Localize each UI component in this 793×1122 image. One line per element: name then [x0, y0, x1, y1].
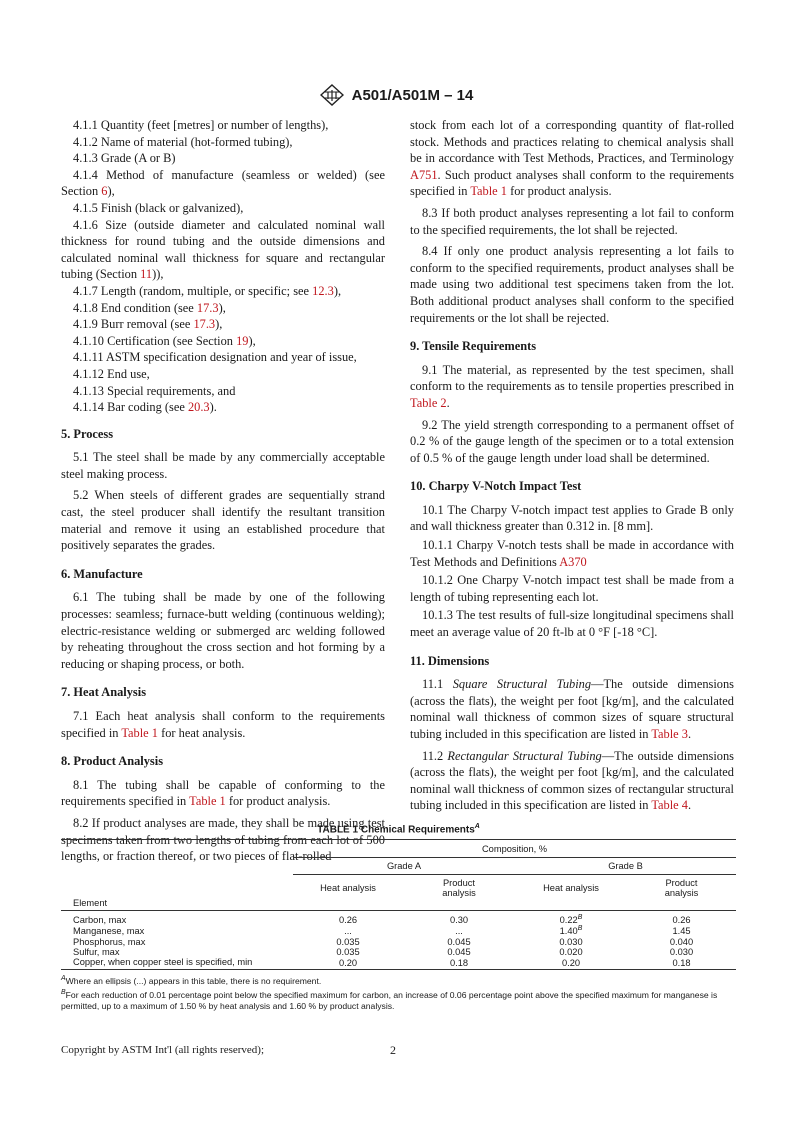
- clause-4-1-13: 4.1.13 Special requirements, and: [73, 383, 236, 398]
- clause-8-2-continued: stock from each lot of a corresponding quantity of flat-rolled stock. Methods and practices relating to chemical analysis shall be in accordance with Test Methods, Practices, and Terminology A751. Such product analyses shall conform to the requirements specified in Table 1 for product analysis.: [410, 118, 734, 199]
- grade-a-header: Grade A: [293, 858, 515, 875]
- table-row: Phosphorus, max 0.035 0.045 0.030 0.040: [73, 936, 694, 947]
- footnote-b: $^B$For each reduction of 0.01 percentage point below the specified maximum for carbon, an increase of 0.06 percentage point above the specified maximum for manganese is permitted, up to a maximum of 1.50 % by heat analysis and 1.60 % by product analysis.: [61, 988, 718, 1012]
- clause-10-1-3: 10.1.3 The test results of full-size longitudinal specimens shall meet an average value of 20 ft-lb at 0 °F [-18 °C].: [410, 608, 734, 640]
- astm-logo-icon: [320, 84, 344, 106]
- table-row: Manganese, max ... ... $1.40^B$ 1.45: [73, 925, 691, 937]
- section-10-heading: 10. Charpy V-Notch Impact Test: [410, 479, 582, 494]
- clause-5-2: 5.2 When steels of different grades are sequentially strand cast, the steel producer shall identify the resultant transition material and remove it using an established procedure that positively separates the grades.: [61, 488, 385, 553]
- clause-10-1-1: 10.1.1 Charpy V-notch tests shall be made in accordance with Test Methods and Definitions A370: [410, 538, 734, 569]
- clause-4-1-11: 4.1.11 ASTM specification designation and year of issue,: [73, 350, 357, 365]
- section-8-heading: 8. Product Analysis: [61, 754, 164, 769]
- copyright-notice: Copyright by ASTM Int'l (all rights reserved);: [61, 1044, 265, 1056]
- section-5-heading: 5. Process: [61, 426, 114, 441]
- section-7-heading: 7. Heat Analysis: [61, 685, 147, 700]
- element-header: Element: [73, 898, 108, 909]
- section-11-link[interactable]: 11: [140, 267, 153, 282]
- section-6-heading: 6. Manufacture: [61, 566, 143, 581]
- clause-4-1-3: 4.1.3 Grade (A or B): [73, 151, 176, 166]
- grade-a-product-header: Product analysis: [442, 878, 476, 899]
- clause-8-4: 8.4 If only one product analysis representing a lot fails to conform to the specified requirements, product analyses shall be made using two additional test specimens taken from the lot. Both additional product analyses shall conform to the specified requirements or the lot shall be rejected.: [410, 244, 734, 325]
- page-number: 2: [390, 1043, 396, 1057]
- section-17-3-link[interactable]: 17.3: [196, 300, 219, 315]
- clause-4-1-12: 4.1.12 End use,: [73, 366, 150, 381]
- clause-4-1-9: 4.1.9 Burr removal (see 17.3),: [73, 317, 223, 332]
- clause-8-2: 8.2 If product analyses are made, they shall be made using test specimens taken from two lengths of tubing from each lot of 500 lengths, or fraction thereof, or two pieces of flat-rolled: [61, 815, 385, 864]
- section-17-3-link-2[interactable]: 17.3: [193, 317, 216, 332]
- clause-6-1: 6.1 The tubing shall be made by one of the following processes: seamless; furnace-butt welding (continuous welding); electric-resistance welding or submerged arc welding followed by reheating throughout the cross section and hot forming by a reducing or shaping process, or both.: [61, 590, 385, 671]
- composition-header: Composition, %: [293, 844, 736, 858]
- table-row: Sulfur, max 0.035 0.045 0.020 0.030: [73, 946, 694, 957]
- grade-a-heat-header: Heat analysis: [320, 883, 376, 894]
- clause-10-1-2: 10.1.2 One Charpy V-notch impact test shall be made from a length of tubing representing each lot.: [410, 573, 734, 604]
- a751-link[interactable]: A751: [410, 167, 438, 182]
- table-4-link[interactable]: Table 4: [651, 798, 688, 813]
- clause-11-1: 11.1 Square Structural Tubing—The outside dimensions (across the flats), the weight per foot [kg/m], and the calculated nominal wall thickness of common sizes of square structural tubing included in this specification are listed in Table 3.: [410, 677, 734, 741]
- section-19-link[interactable]: 19: [236, 333, 249, 348]
- chemical-requirements-table: [61, 839, 736, 969]
- clause-4-1-2: 4.1.2 Name of material (hot-formed tubing),: [73, 134, 293, 149]
- clause-8-1: 8.1 The tubing shall be capable of conforming to the requirements specified in Table 1 for product analysis.: [61, 777, 385, 809]
- clause-4-1-7: 4.1.7 Length (random, multiple, or specific; see 12.3),: [73, 283, 342, 298]
- document-title: A501/A501M – 14: [351, 86, 474, 104]
- grade-b-heat-header: Heat analysis: [543, 883, 599, 894]
- clause-11-2: 11.2 Rectangular Structural Tubing—The outside dimensions (across the flats), the weight per foot [kg/m], and the calculated nominal wall thickness of common sizes of rectangular structural tubing included in this specification are listed in Table 4.: [410, 748, 734, 813]
- footnote-a: $^A$Where an ellipsis (...) appears in this table, there is no requirement.: [61, 974, 322, 986]
- clause-9-1: 9.1 The material, as represented by the test specimen, shall conform to the requirements as to tensile properties prescribed in Table 2.: [410, 362, 734, 410]
- clause-4-1-1: 4.1.1 Quantity (feet [metres] or number of lengths),: [73, 118, 329, 132]
- section-11-heading: 11. Dimensions: [410, 653, 490, 668]
- clause-5-1: 5.1 The steel shall be made by any commercially acceptable steel making process.: [61, 450, 385, 481]
- table-1-link-2[interactable]: Table 1: [189, 794, 226, 809]
- section-9-heading: 9. Tensile Requirements: [410, 339, 537, 354]
- page-header: [0, 84, 793, 106]
- table-2-link[interactable]: Table 2: [410, 395, 447, 410]
- clause-4-1-14: 4.1.14 Bar coding (see 20.3).: [73, 400, 217, 415]
- clause-8-3: 8.3 If both product analyses representing a lot fail to conform to the specified requirements, the lot shall be rejected.: [410, 205, 734, 237]
- a370-link[interactable]: A370: [559, 554, 587, 569]
- clause-9-2: 9.2 The yield strength corresponding to a permanent offset of 0.2 % of the gauge length of the specimen or to a total extension of 0.5 % of the gauge length under load shall be determined.: [410, 417, 734, 465]
- clause-4-1-8: 4.1.8 End condition (see 17.3),: [73, 300, 226, 315]
- table-3-link[interactable]: Table 3: [651, 727, 688, 741]
- table-1-link-3[interactable]: Table 1: [470, 184, 507, 199]
- left-column: [61, 117, 385, 870]
- clause-10-1: 10.1 The Charpy V-notch impact test applies to Grade B only and wall thickness greater than 0.312 in. [8 mm].: [410, 502, 734, 534]
- table-row: Copper, when copper steel is specified, min 0.20 0.18 0.20 0.18: [61, 957, 736, 970]
- section-20-3-link[interactable]: 20.3: [187, 400, 210, 415]
- right-column: [410, 117, 734, 819]
- clause-4-1-5: 4.1.5 Finish (black or galvanized),: [73, 200, 244, 215]
- table-1-title: TABLE 1 Chemical Requirements$^A$: [317, 823, 480, 836]
- clause-4-1-6: 4.1.6 Size (outside diameter and calculated nominal wall thickness for round tubing and the outside dimensions and calculated nominal wall thickness for square and rectangular tubing (Section 11)),: [61, 217, 385, 282]
- table-1: [61, 823, 736, 1013]
- section-12-3-link[interactable]: 12.3: [312, 283, 334, 298]
- clause-7-1: 7.1 Each heat analysis shall conform to the requirements specified in Table 1 for heat analysis.: [61, 709, 385, 740]
- table-1-link[interactable]: Table 1: [121, 725, 158, 740]
- section-6-link[interactable]: 6: [101, 184, 108, 199]
- grade-b-header: Grade B: [515, 858, 736, 875]
- clause-4-1-4: 4.1.4 Method of manufacture (seamless or welded) (see Section 6),: [61, 167, 385, 199]
- table-row: Carbon, max 0.26 0.30 $0.22^B$ 0.26: [73, 914, 691, 926]
- clause-4-1-10: 4.1.10 Certification (see Section 19),: [73, 333, 256, 348]
- grade-b-product-header: Product analysis: [664, 878, 699, 899]
